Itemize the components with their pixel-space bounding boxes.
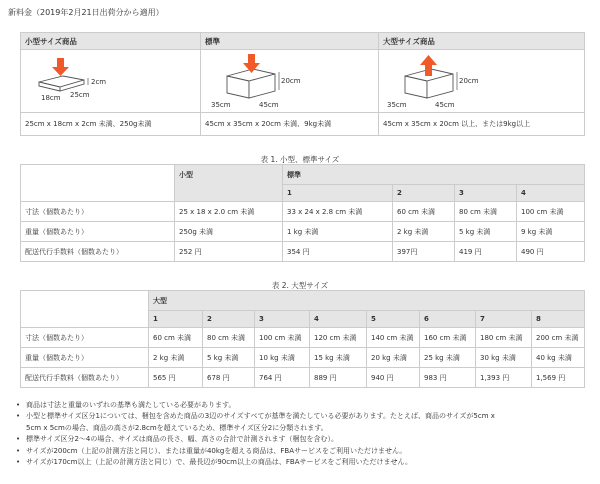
table-row: [21, 348, 585, 368]
note-item: • サイズが170cm以上（上記の計測方法と同じ）で、最長辺が90cm以上の商品は、FBAサービスをご利用いただけません。: [16, 457, 594, 468]
table-row: [21, 368, 585, 388]
table-row: [21, 222, 585, 242]
table-cell: 30 kg 未満: [476, 348, 532, 368]
large-size-description: 45cm x 35cm x 20cm 以上、または9kg以上: [379, 113, 585, 136]
table2-sub-header: 6: [420, 311, 476, 328]
table2-sub-header: 5: [367, 311, 420, 328]
table-cell: 2 kg 未満: [149, 348, 203, 368]
table-cell: 100 cm 未満: [517, 202, 585, 222]
standard-box-diagram: [201, 50, 379, 112]
table-cell: 10 kg 未満: [255, 348, 310, 368]
row-label: 重量（個数あたり）: [21, 222, 175, 242]
large-box-diagram-cell: [379, 50, 585, 113]
note-item: • 商品は寸法と重量のいずれの基準も満たしている必要があります。: [16, 400, 594, 411]
table-cell: 983 円: [420, 368, 476, 388]
table-row: [21, 328, 585, 348]
small-width-label: 25cm: [70, 91, 90, 99]
table-cell: 2 kg 未満: [393, 222, 455, 242]
table2-large: [20, 290, 585, 388]
size-header-small: 小型サイズ商品: [21, 33, 201, 50]
standard-box-diagram-cell: [201, 50, 379, 113]
row-label: 配送代行手数料（個数あたり）: [21, 242, 175, 262]
large-height-label: 20cm: [459, 77, 479, 85]
table1-corner: [21, 165, 175, 202]
table-cell: 120 cm 未満: [310, 328, 367, 348]
down-arrow-shaft: [248, 54, 255, 64]
table-cell: 1,569 円: [532, 368, 585, 388]
table1-caption: 表 1. 小型、標準サイズ: [260, 155, 340, 164]
notes-list: [16, 400, 594, 468]
table2-sub-header: 7: [476, 311, 532, 328]
table-cell: 5 kg 未満: [203, 348, 255, 368]
small-height-label: 2cm: [91, 78, 107, 86]
note-item: • 標準サイズ区分2〜4の場合、サイズは商品の長さ、幅、高さの合計で計測されます（梱包を含む）。: [16, 434, 594, 445]
table-row: [21, 202, 585, 222]
table-cell: 80 cm 未満: [455, 202, 517, 222]
table-cell: 940 円: [367, 368, 420, 388]
size-header-standard: 標準: [201, 33, 379, 50]
standard-size-description: 45cm x 35cm x 20cm 未満、9kg未満: [201, 113, 379, 136]
table-cell: 140 cm 未満: [367, 328, 420, 348]
note-item: • 小型と標準サイズ区分1については、梱包を含めた商品の3辺のサイズすべてが基準を満たしている必要があります。たとえば、商品のサイズが5cm x: [16, 411, 594, 422]
table-cell: 25 x 18 x 2.0 cm 未満: [175, 202, 283, 222]
row-label: 重量（個数あたり）: [21, 348, 149, 368]
standard-width-label: 45cm: [259, 101, 279, 109]
table2-corner: [21, 291, 149, 328]
standard-height-label: 20cm: [281, 77, 301, 85]
table1-small-standard: [20, 164, 585, 262]
table-cell: 1 kg 未満: [283, 222, 393, 242]
table1-group-small: 小型: [175, 165, 283, 202]
up-arrow-shaft: [425, 65, 432, 76]
table-cell: 15 kg 未満: [310, 348, 367, 368]
row-label: 配送代行手数料（個数あたり）: [21, 368, 149, 388]
table2-sub-header: 8: [532, 311, 585, 328]
table-cell: 100 cm 未満: [255, 328, 310, 348]
table-cell: 180 cm 未満: [476, 328, 532, 348]
table-cell: 490 円: [517, 242, 585, 262]
size-header-large: 大型サイズ商品: [379, 33, 585, 50]
down-arrow-head: [52, 67, 69, 76]
table2-sub-header: 4: [310, 311, 367, 328]
intro-text: 新料金（2019年2月21日出荷分から適用）: [8, 8, 164, 17]
table-cell: 25 kg 未満: [420, 348, 476, 368]
large-width-label: 45cm: [435, 101, 455, 109]
table2-caption: 表 2. 大型サイズ: [271, 281, 329, 290]
table-row: [21, 242, 585, 262]
table-cell: 1,393 円: [476, 368, 532, 388]
table-cell: 889 円: [310, 368, 367, 388]
note-item-continuation: 5cm x 5cmの場合、商品の高さが2.8cmを超えているため、標準サイズ区分2に分類されます。: [26, 423, 328, 432]
table-cell: 40 kg 未満: [532, 348, 585, 368]
table-cell: 200 cm 未満: [532, 328, 585, 348]
table-cell: 33 x 24 x 2.8 cm 未満: [283, 202, 393, 222]
up-arrow-head: [420, 55, 437, 65]
table-cell: 9 kg 未満: [517, 222, 585, 242]
table2-sub-header: 1: [149, 311, 203, 328]
large-depth-label: 35cm: [387, 101, 407, 109]
row-label: 寸法（個数あたり）: [21, 328, 149, 348]
small-box-diagram: [21, 50, 201, 112]
table-cell: 80 cm 未満: [203, 328, 255, 348]
table1-sub-header: 4: [517, 185, 585, 202]
small-depth-label: 18cm: [41, 94, 61, 102]
table2-sub-header: 3: [255, 311, 310, 328]
table-cell: 764 円: [255, 368, 310, 388]
table-cell: 160 cm 未満: [420, 328, 476, 348]
note-item: • サイズが200cm（上記の計測方法と同じ）、または重量が40kgを超える商品は、FBAサービスをご利用いただけません。: [16, 446, 594, 457]
table-cell: 20 kg 未満: [367, 348, 420, 368]
size-category-table: [20, 32, 585, 136]
table1-sub-header: 3: [455, 185, 517, 202]
table-cell: 5 kg 未満: [455, 222, 517, 242]
table-cell: 60 cm 未満: [149, 328, 203, 348]
table-cell: 60 cm 未満: [393, 202, 455, 222]
large-box-diagram: [379, 50, 585, 112]
standard-depth-label: 35cm: [211, 101, 231, 109]
table-cell: 678 円: [203, 368, 255, 388]
table-cell: 354 円: [283, 242, 393, 262]
table-cell: 565 円: [149, 368, 203, 388]
table1-sub-header: 1: [283, 185, 393, 202]
table2-group-large: 大型: [149, 291, 585, 311]
down-arrow-shaft: [57, 58, 64, 68]
table1-group-standard: 標準: [283, 165, 585, 185]
small-size-description: 25cm x 18cm x 2cm 未満、250g未満: [21, 113, 201, 136]
table1-sub-header: 2: [393, 185, 455, 202]
table-cell: 252 円: [175, 242, 283, 262]
table-cell: 397円: [393, 242, 455, 262]
row-label: 寸法（個数あたり）: [21, 202, 175, 222]
small-box-diagram-cell: [21, 50, 201, 113]
table2-sub-header: 2: [203, 311, 255, 328]
table-cell: 419 円: [455, 242, 517, 262]
table-cell: 250g 未満: [175, 222, 283, 242]
